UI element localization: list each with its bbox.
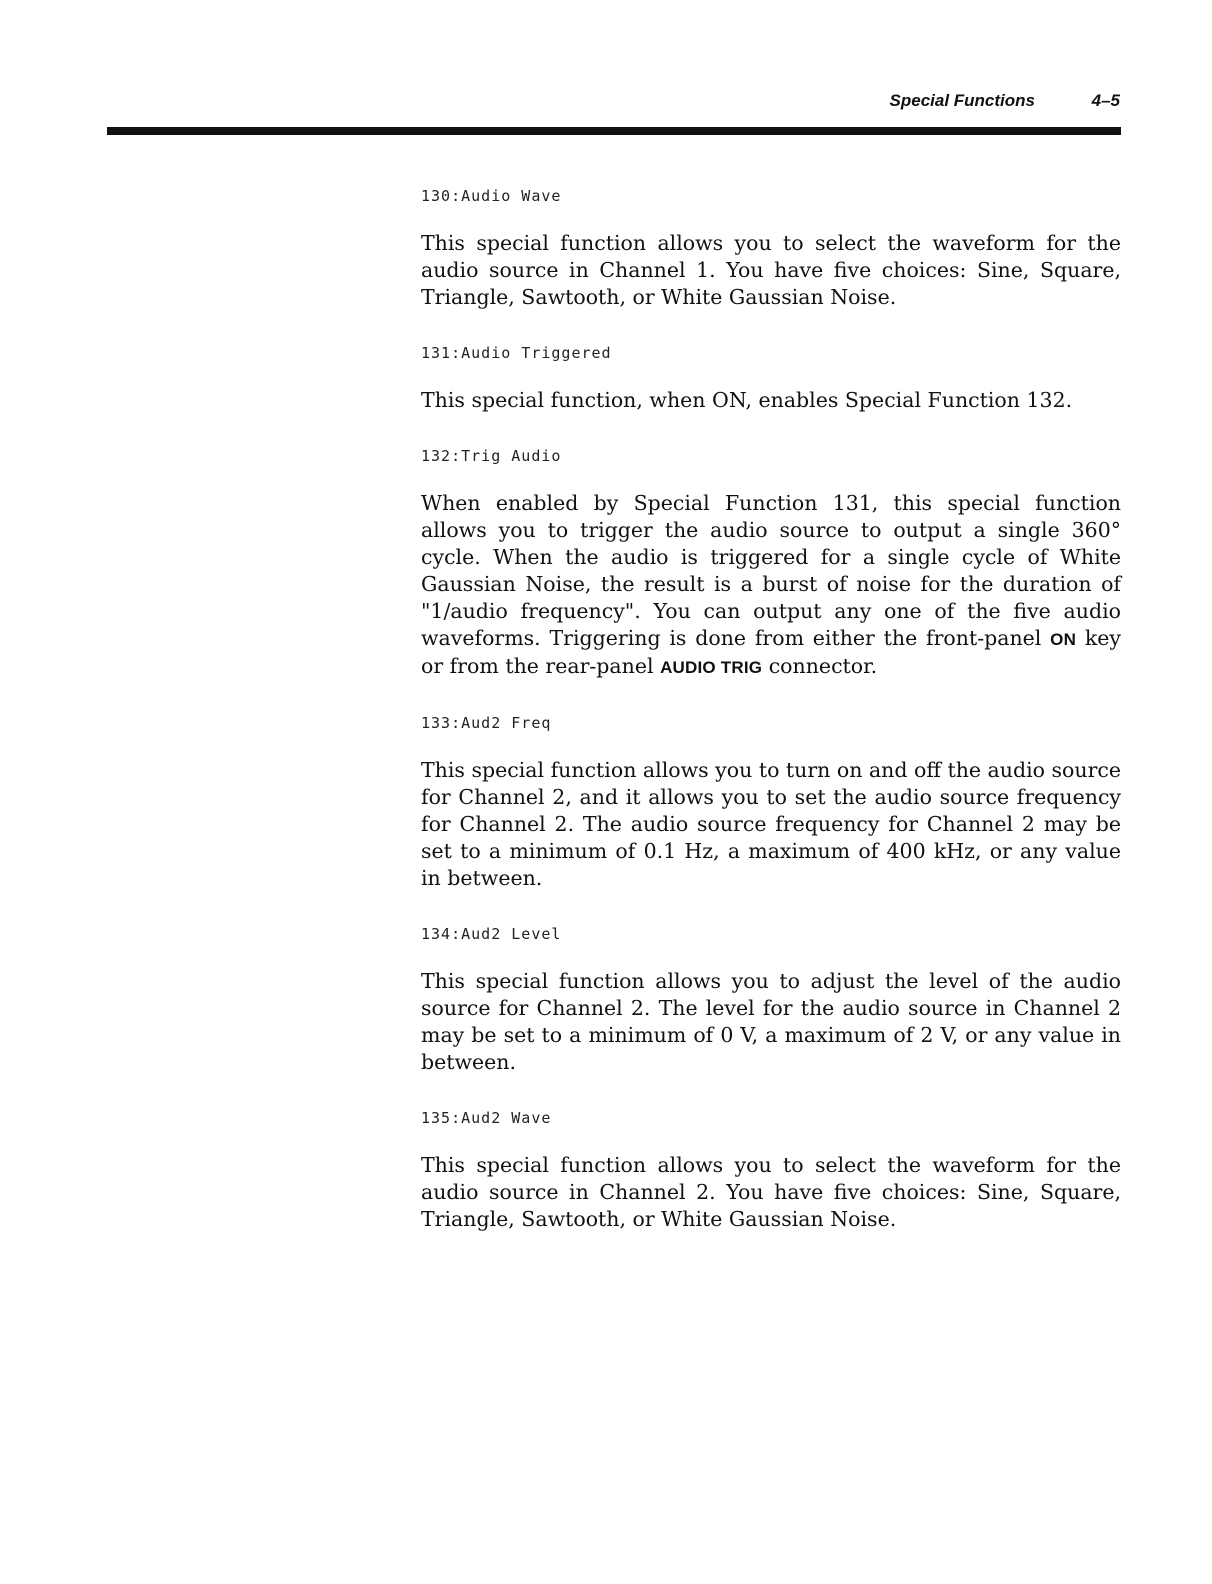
function-description: This special function allows you to adjust the level of the audio source for Channel 2. The level for the audio source in Channel 2 may be set to a minimum of 0 V, a maximum of 2 V, or any value in between. — [421, 969, 1121, 1074]
function-code: 134:Aud2 Level — [421, 925, 562, 943]
function-description: This special function allows you to turn on and off the audio source for Channel 2, and it allows you to set the audio source frequency for Channel 2. The audio source frequency for Channel 2 may be set to a minimum of 0.1 Hz, a maximum of 400 kHz, or any value in between. — [421, 758, 1121, 890]
section-title: Special Functions — [889, 91, 1035, 110]
function-code: 133:Aud2 Freq — [421, 714, 552, 732]
function-132 — [421, 444, 1121, 681]
function-code: 132:Trig Audio — [421, 447, 562, 465]
header-rule — [107, 127, 1121, 135]
function-131 — [421, 341, 1121, 414]
document-body — [421, 184, 1121, 1263]
page-number: 4–5 — [1091, 91, 1120, 110]
on-key-label: ON — [1050, 630, 1077, 649]
audio-trig-connector-label: AUDIO TRIG — [660, 658, 763, 677]
description-text: connector. — [762, 654, 878, 678]
function-description: This special function, when ON, enables Special Function 132. — [421, 388, 1073, 412]
function-code: 135:Aud2 Wave — [421, 1109, 552, 1127]
function-133 — [421, 711, 1121, 892]
function-description: This special function allows you to select the waveform for the audio source in Channel 2. You have five choices: Sine, Square, Triangle, Sawtooth, or White Gaussian Noise. — [421, 1153, 1121, 1231]
function-code: 130:Audio Wave — [421, 187, 562, 205]
function-134 — [421, 922, 1121, 1076]
page-header — [0, 90, 1212, 112]
function-description — [421, 490, 1121, 681]
function-code: 131:Audio Triggered — [421, 344, 612, 362]
description-text: When enabled by Special Function 131, this special function allows you to trigger the audio source to output a single 360° cycle. When the audio is triggered for a single cycle of White Gaussian Noise, the result is a burst of noise for the duration of "1/audio frequency". You can output any one of the five audio waveforms. Triggering is done from either the front-panel — [421, 491, 1121, 650]
function-130 — [421, 184, 1121, 311]
function-description: This special function allows you to select the waveform for the audio source in Channel 1. You have five choices: Sine, Square, Triangle, Sawtooth, or White Gaussian Noise. — [421, 231, 1121, 309]
description-text: key or from the rear-panel — [421, 626, 1121, 678]
function-135 — [421, 1106, 1121, 1233]
